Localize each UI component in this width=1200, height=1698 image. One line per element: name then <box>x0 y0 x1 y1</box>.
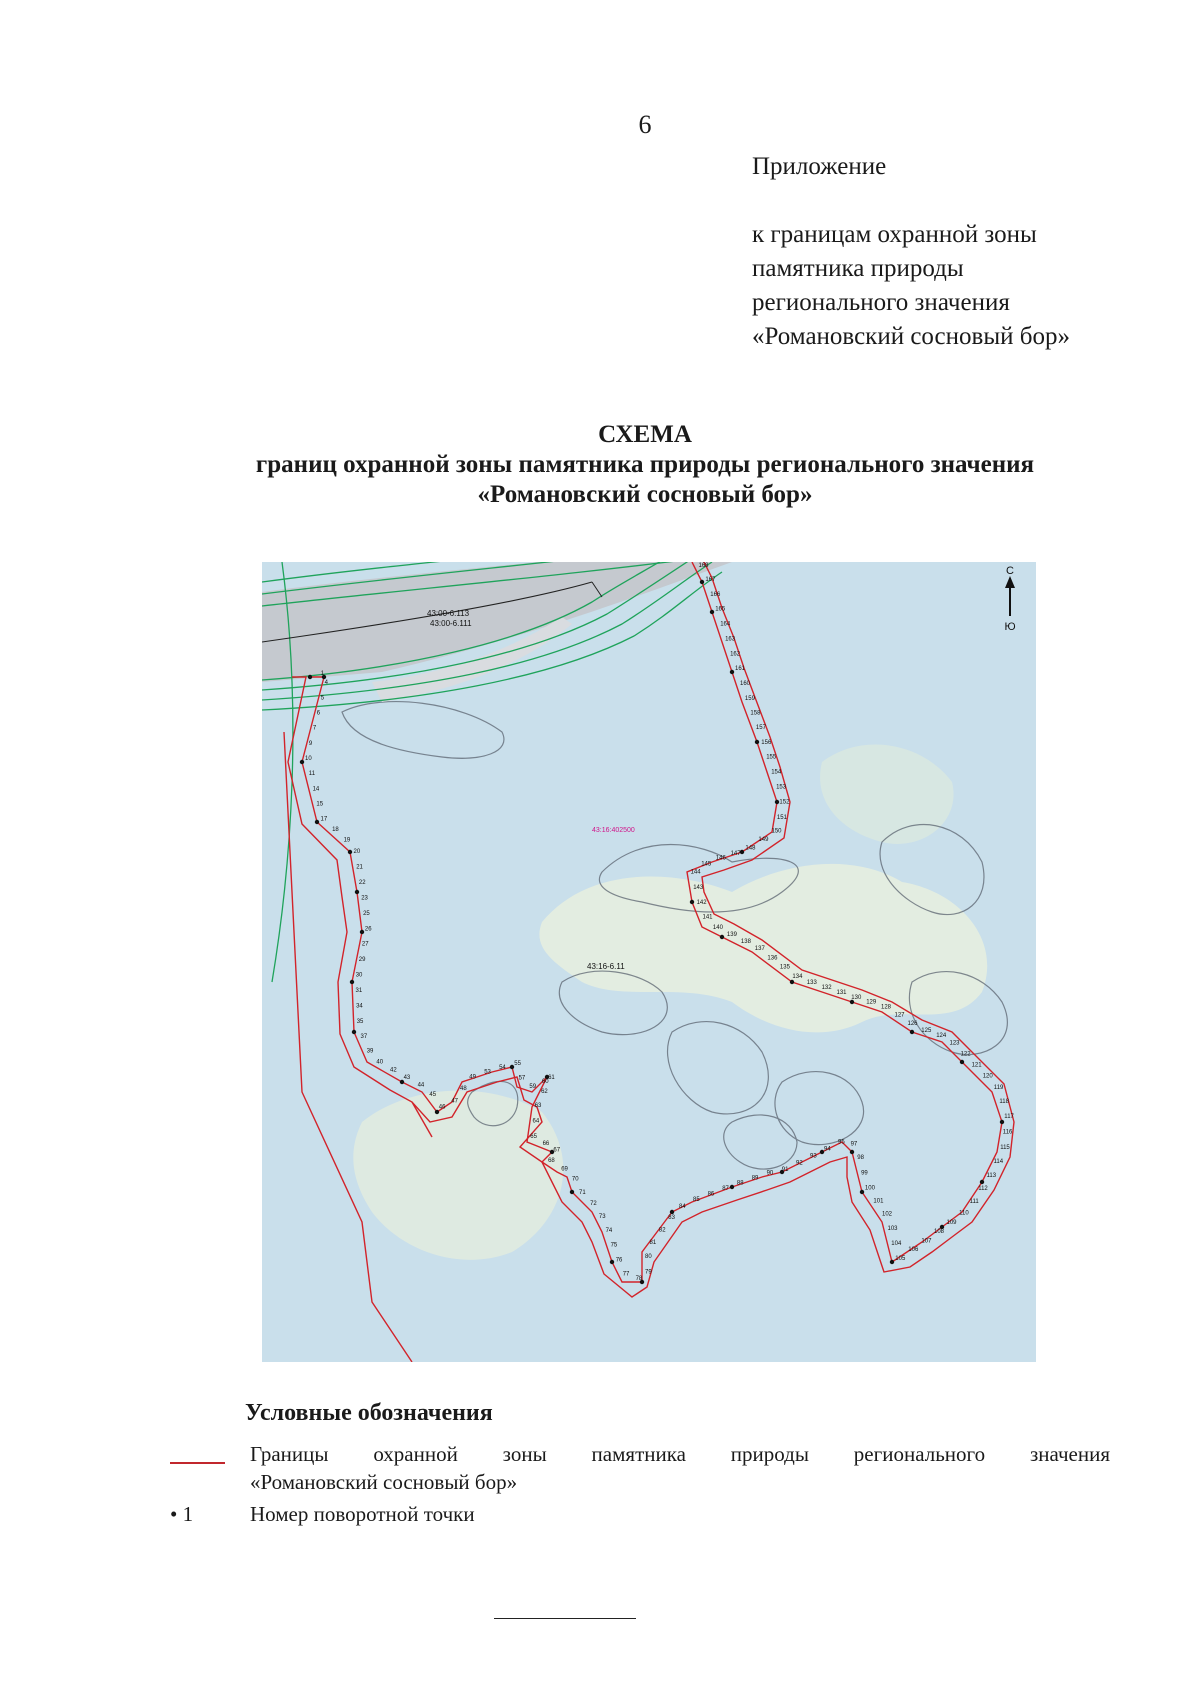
point-number-label: 1 <box>320 671 325 677</box>
point-number-label: 164 <box>720 621 731 628</box>
point-number-label: 134 <box>792 974 803 981</box>
point-number-label: 146 <box>715 855 726 862</box>
point-number-label: 87 <box>722 1185 729 1192</box>
point-number-label: 102 <box>882 1211 893 1218</box>
point-number-label: 151 <box>776 814 787 821</box>
point-number-label: 147 <box>730 850 741 857</box>
point-number-label: 156 <box>761 739 772 746</box>
point-number-label: 91 <box>781 1166 789 1173</box>
point-number-label: 88 <box>736 1180 744 1187</box>
point-number-label: 166 <box>710 591 721 598</box>
point-number-label: 46 <box>438 1104 446 1111</box>
point-number-label: 137 <box>754 945 765 952</box>
appendix-line: «Романовский сосновый бор» <box>752 323 1070 350</box>
point-number-label: 7 <box>312 725 317 732</box>
point-number-label: 65 <box>530 1133 537 1140</box>
appendix-note <box>752 150 1172 354</box>
point-number-label: 157 <box>755 725 766 732</box>
point-number-label: 35 <box>356 1019 364 1026</box>
point-number-label: 165 <box>715 606 726 613</box>
point-number-label: 75 <box>610 1242 618 1249</box>
point-number-label: 70 <box>571 1176 579 1183</box>
point-number-label: 9 <box>308 740 313 747</box>
point-number-label: 43 <box>403 1075 411 1082</box>
point-number-label: 44 <box>417 1082 425 1089</box>
point-number-label: 78 <box>635 1276 643 1282</box>
parcel-label: 43:16-6.11 <box>587 962 625 971</box>
point-number-label: 121 <box>971 1062 982 1069</box>
point-number-label: 163 <box>725 636 736 643</box>
point-number-label: 92 <box>796 1160 803 1167</box>
point-number-label: 117 <box>1004 1114 1014 1120</box>
point-number-label: 60 <box>541 1079 549 1086</box>
point-number-label: 48 <box>460 1085 467 1092</box>
point-number-label: 109 <box>946 1219 957 1226</box>
point-number-label: 21 <box>356 864 363 871</box>
point-number-label: 77 <box>622 1271 630 1278</box>
appendix-line: к границам охранной зоны <box>752 221 1037 248</box>
point-number-label: 138 <box>740 938 751 945</box>
point-number-label: 124 <box>936 1033 947 1040</box>
point-number-label: 85 <box>693 1197 700 1203</box>
point-number-label: 17 <box>320 816 328 823</box>
point-number-label: 125 <box>921 1028 932 1035</box>
point-number-label: 110 <box>959 1210 969 1217</box>
parcel-label: 43:00-6.113 <box>427 609 470 618</box>
point-number-label: 103 <box>887 1226 898 1232</box>
point-number-label: 140 <box>712 924 723 931</box>
point-number-label: 148 <box>745 845 756 852</box>
point-number-label: 86 <box>707 1191 715 1198</box>
point-number-label: 6 <box>316 710 321 717</box>
point-number-label: 104 <box>891 1241 902 1248</box>
point-number-label: 80 <box>645 1254 652 1261</box>
point-number-label: 15 <box>316 801 324 808</box>
point-number-label: 73 <box>598 1213 606 1220</box>
legend-title: Условные обозначения <box>245 1400 493 1426</box>
point-number-label: 72 <box>590 1201 597 1208</box>
point-number-label: 34 <box>356 1003 363 1010</box>
point-number-label: 20 <box>353 849 361 855</box>
point-number-label: 55 <box>514 1061 521 1068</box>
point-number-label: 149 <box>758 837 769 843</box>
north-label: С <box>1006 565 1014 577</box>
point-number-label: 116 <box>1002 1129 1013 1136</box>
point-number-label: 122 <box>960 1051 971 1058</box>
boundary-legend-line2: «Романовский сосновый бор» <box>250 1470 518 1494</box>
point-number-label: 74 <box>605 1227 613 1234</box>
point-number-label: 167 <box>705 577 716 584</box>
point-number-label: 113 <box>986 1172 997 1179</box>
title-line: границ охранной зоны памятника природы регионального значения <box>255 451 1035 478</box>
point-number-label: 127 <box>894 1012 905 1019</box>
point-number-label: 37 <box>360 1034 368 1041</box>
appendix-heading: Приложение <box>752 153 887 180</box>
document-title <box>120 420 1170 510</box>
point-number-label: 135 <box>779 964 790 971</box>
point-number-label: 160 <box>740 681 751 687</box>
footer-rule <box>494 1618 636 1619</box>
point-number-label: 53 <box>484 1069 491 1076</box>
title-line: «Романовский сосновый бор» <box>477 481 813 508</box>
point-number-label: 95 <box>838 1139 845 1146</box>
point-number-label: 39 <box>366 1048 374 1055</box>
south-label: Ю <box>1004 621 1016 633</box>
point-number-label: 155 <box>766 754 777 761</box>
point-number-label: 63 <box>534 1102 542 1109</box>
point-number-label: 144 <box>690 869 701 876</box>
point-number-label: 154 <box>771 769 782 776</box>
point-number-label: 93 <box>810 1153 817 1160</box>
point-number-label: 158 <box>750 710 761 717</box>
point-number-label: 100 <box>864 1185 875 1192</box>
boundary-legend-line1: Границы охранной зоны памятника природы регионального значения <box>250 1442 1110 1466</box>
point-number-label: 14 <box>312 786 320 793</box>
point-number-label: 159 <box>744 695 755 702</box>
point-number-label: 101 <box>873 1198 884 1205</box>
parcel-label: 43:00-6.111 <box>430 619 472 628</box>
appendix-line: памятника природы <box>752 255 964 282</box>
point-number-label: 66 <box>542 1141 550 1147</box>
boundary-line-swatch <box>170 1462 225 1464</box>
point-number-label: 22 <box>358 879 366 886</box>
point-number-label: 98 <box>857 1155 864 1162</box>
point-number-label: 59 <box>529 1084 537 1091</box>
point-number-label: 119 <box>993 1084 1004 1091</box>
point-number-label: 54 <box>499 1065 506 1071</box>
point-number-label: 18 <box>332 827 339 833</box>
point-number-label: 61 <box>548 1074 555 1081</box>
point-number-label: 139 <box>726 931 737 938</box>
point-number-label: 94 <box>824 1146 831 1153</box>
parcel-label: 43:16:402500 <box>592 827 635 834</box>
point-number-label: 106 <box>908 1247 919 1254</box>
point-number-label: 132 <box>821 984 832 991</box>
point-number-label: 5 <box>320 695 325 702</box>
point-number-label: 118 <box>999 1099 1009 1106</box>
boundary-legend-text <box>250 1440 1110 1496</box>
point-number-label: 161 <box>735 666 746 673</box>
point-number-label: 69 <box>561 1166 568 1173</box>
point-number-label: 90 <box>766 1170 774 1177</box>
point-number-label: 83 <box>668 1214 675 1221</box>
point-number-label: 45 <box>429 1091 437 1098</box>
point-number-label: 133 <box>806 979 817 986</box>
point-number-label: 107 <box>921 1238 932 1245</box>
turning-point-symbol: • 1 <box>170 1502 194 1526</box>
point-number-label: 128 <box>881 1004 892 1011</box>
point-number-label: 145 <box>701 861 712 868</box>
point-number-label: 49 <box>469 1074 476 1081</box>
point-number-label: 27 <box>361 941 369 948</box>
point-number-label: 131 <box>836 989 847 996</box>
point-number-label: 123 <box>949 1040 960 1047</box>
point-number-label: 89 <box>751 1175 759 1182</box>
point-number-label: 111 <box>969 1199 979 1206</box>
point-number-label: 108 <box>934 1229 945 1236</box>
point-number-label: 25 <box>363 910 370 917</box>
point-number-label: 71 <box>579 1190 586 1196</box>
point-number-label: 11 <box>308 771 316 778</box>
point-number-label: 114 <box>993 1158 1004 1165</box>
point-number-label: 130 <box>851 994 862 1001</box>
point-number-label: 99 <box>861 1170 868 1177</box>
point-number-label: 64 <box>532 1118 540 1125</box>
point-number-label: 141 <box>702 914 713 921</box>
point-number-label: 136 <box>767 955 778 962</box>
point-number-label: 150 <box>771 828 782 835</box>
point-number-label: 81 <box>649 1240 657 1246</box>
point-number-label: 42 <box>390 1067 397 1074</box>
point-number-label: 143 <box>693 884 704 891</box>
point-number-label: 126 <box>907 1021 918 1027</box>
point-number-label: 40 <box>376 1059 384 1066</box>
point-number-label: 162 <box>730 651 741 658</box>
point-number-label: 120 <box>982 1073 993 1080</box>
title-line: СХЕМА <box>598 421 692 448</box>
point-number-label: 97 <box>850 1141 858 1148</box>
point-number-label: 82 <box>658 1227 666 1234</box>
point-number-label: 153 <box>776 784 787 791</box>
point-number-label: 30 <box>355 972 363 979</box>
point-number-label: 19 <box>343 837 351 844</box>
point-number-label: 76 <box>615 1257 623 1264</box>
point-number-label: 129 <box>866 999 877 1006</box>
turning-point-legend-text: Номер поворотной точки <box>250 1502 475 1526</box>
point-number-label: 29 <box>358 957 366 963</box>
point-number-label: 115 <box>1000 1144 1010 1151</box>
point-number-label: 168 <box>698 563 709 569</box>
point-number-label: 23 <box>361 895 368 902</box>
point-number-label: 68 <box>548 1158 555 1165</box>
point-number-label: 152 <box>779 799 790 806</box>
point-number-label: 112 <box>978 1186 988 1193</box>
point-number-label: 142 <box>696 900 707 907</box>
point-number-label: 47 <box>451 1098 458 1105</box>
point-number-label: 10 <box>305 755 312 762</box>
point-number-label: 31 <box>355 987 363 994</box>
appendix-line: регионального значения <box>752 289 1010 316</box>
point-number-label: 84 <box>679 1204 686 1210</box>
point-number-label: 26 <box>364 926 372 933</box>
point-number-label: 4 <box>324 680 328 687</box>
map-svg <box>262 562 1036 1362</box>
point-number-label: 105 <box>895 1255 906 1262</box>
point-number-label: 62 <box>541 1088 548 1095</box>
point-number-label: 79 <box>645 1269 652 1276</box>
point-number-label: 67 <box>553 1147 561 1154</box>
point-number-label: 57 <box>518 1075 526 1082</box>
scheme-map <box>262 562 1036 1362</box>
page-number: 6 <box>638 110 652 139</box>
